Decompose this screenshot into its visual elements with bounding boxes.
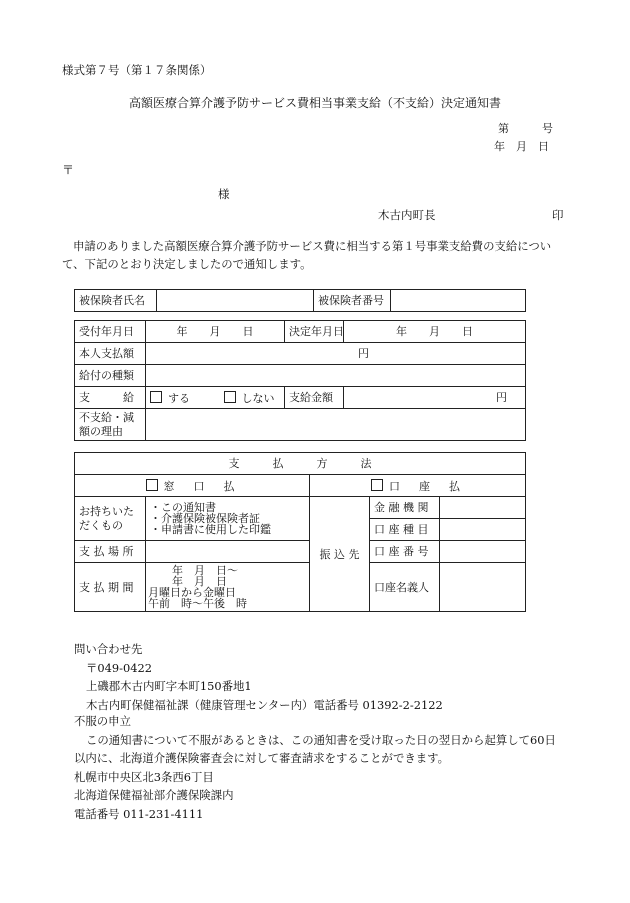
contact-block — [74, 640, 443, 714]
seal-mark: 印 — [552, 208, 564, 222]
intro-line-2: て、下記のとおり決定しましたので通知します。 — [62, 257, 312, 271]
bring-item: ・介護保険被保険者証 — [150, 512, 260, 525]
insured-name-field[interactable] — [157, 290, 314, 312]
account-holder-field[interactable] — [440, 563, 526, 612]
insured-person-table — [74, 289, 526, 312]
issuer-name: 木古内町長 — [378, 208, 436, 222]
postal-mark: 〒 — [62, 163, 75, 177]
form-number: 様式第７号（第１７条関係） — [62, 63, 212, 77]
payment-no-checkbox[interactable] — [224, 391, 236, 403]
appeal-text-line-1: この通知書について不服があるときは、この通知書を受け取った日の翌日から起算して60日 — [86, 732, 556, 747]
appeal-office: 北海道保健福祉部介護保険課内 — [74, 788, 234, 802]
issue-date-label: 年 月 日 — [494, 140, 549, 153]
benefit-type-label: 給付の種類 — [75, 365, 146, 387]
contact-office: 木古内町保健福祉課（健康管理センター内）電話番号 01392-2-2122 — [86, 697, 443, 712]
contact-address: 上磯郡木古内町字本町150番地1 — [86, 679, 252, 693]
benefit-type-field[interactable] — [146, 365, 526, 387]
reason-field[interactable] — [146, 409, 526, 441]
self-pay-field[interactable] — [146, 343, 526, 365]
payment-place-field[interactable] — [146, 541, 310, 563]
intro-paragraph — [62, 237, 568, 273]
bring-items-list — [146, 497, 310, 541]
payment-period-label: 支 払 期 間 — [75, 563, 146, 612]
transfer-destination-label: 振 込 先 — [310, 497, 370, 612]
payment-amount-label: 支給金額 — [285, 387, 344, 409]
appeal-block — [74, 712, 556, 823]
document-title: 高額医療合算介護予防サービス費相当事業支給（不支給）決定通知書 — [128, 96, 501, 110]
insured-number-field[interactable] — [391, 290, 526, 312]
payment-label: 支 給 — [75, 387, 146, 409]
account-number-field[interactable] — [440, 541, 526, 563]
receipt-date-label: 受付年月日 — [75, 321, 146, 343]
insured-name-label: 被保険者氏名 — [75, 290, 157, 312]
bank-field[interactable] — [440, 497, 526, 519]
account-holder-label: 口座名義人 — [370, 563, 440, 612]
receipt-date-value: 年 月 日 — [146, 321, 285, 343]
appeal-heading: 不服の申立 — [74, 714, 131, 728]
payment-method-table — [74, 452, 526, 612]
window-payment-checkbox[interactable] — [146, 479, 158, 491]
payment-method-heading: 支 払 方 法 — [75, 453, 526, 475]
document-number-label: 第 号 — [498, 122, 553, 135]
decision-date-label: 決定年月日 — [285, 321, 344, 343]
payment-no-label: しない — [241, 392, 275, 405]
account-payment-label: 口 座 払 — [389, 480, 465, 493]
account-number-label: 口 座 番 号 — [370, 541, 440, 563]
payment-choice — [146, 387, 285, 409]
bank-label: 金 融 機 関 — [370, 497, 440, 519]
bring-items-label: お持ちいた だくもの — [75, 497, 146, 541]
payment-yes-label: する — [168, 392, 190, 405]
recipient-sama: 様 — [218, 187, 230, 201]
self-pay-unit: 円 — [358, 347, 369, 360]
payment-place-label: 支 払 場 所 — [75, 541, 146, 563]
contact-postal: 〒049-0422 — [86, 660, 152, 675]
payment-yes-checkbox[interactable] — [150, 391, 162, 403]
contact-heading: 問い合わせ先 — [74, 642, 143, 656]
account-type-label: 口 座 種 目 — [370, 519, 440, 541]
appeal-text-line-2: 以内に、北海道介護保険審査会に対して審査請求をすることができます。 — [74, 751, 449, 765]
insured-number-label: 被保険者番号 — [314, 290, 391, 312]
payment-period-value: 年 月 日～ 年 月 日 月曜日から金曜日 午前 時～午後 時 — [146, 563, 310, 612]
payment-amount-field[interactable] — [344, 387, 526, 409]
window-payment-option — [75, 475, 310, 497]
account-type-field[interactable] — [440, 519, 526, 541]
decision-table — [74, 320, 526, 441]
bring-item: ・申請書に使用した印鑑 — [150, 523, 271, 536]
appeal-address: 札幌市中央区北3条西6丁目 — [74, 769, 214, 784]
reason-label: 不支給・減 額の理由 — [75, 409, 146, 441]
self-pay-label: 本人支払額 — [75, 343, 146, 365]
intro-line-1: 申請のありました高額医療合算介護予防サービス費に相当する第１号事業支給費の支給につい — [73, 239, 552, 253]
appeal-phone: 電話番号 011-231-4111 — [74, 806, 204, 821]
decision-date-value: 年 月 日 — [344, 321, 526, 343]
account-payment-option — [310, 475, 526, 497]
window-payment-label: 窓 口 払 — [163, 480, 239, 493]
account-payment-checkbox[interactable] — [371, 479, 383, 491]
payment-amount-unit: 円 — [496, 391, 507, 404]
bring-item: ・この通知書 — [150, 501, 216, 514]
